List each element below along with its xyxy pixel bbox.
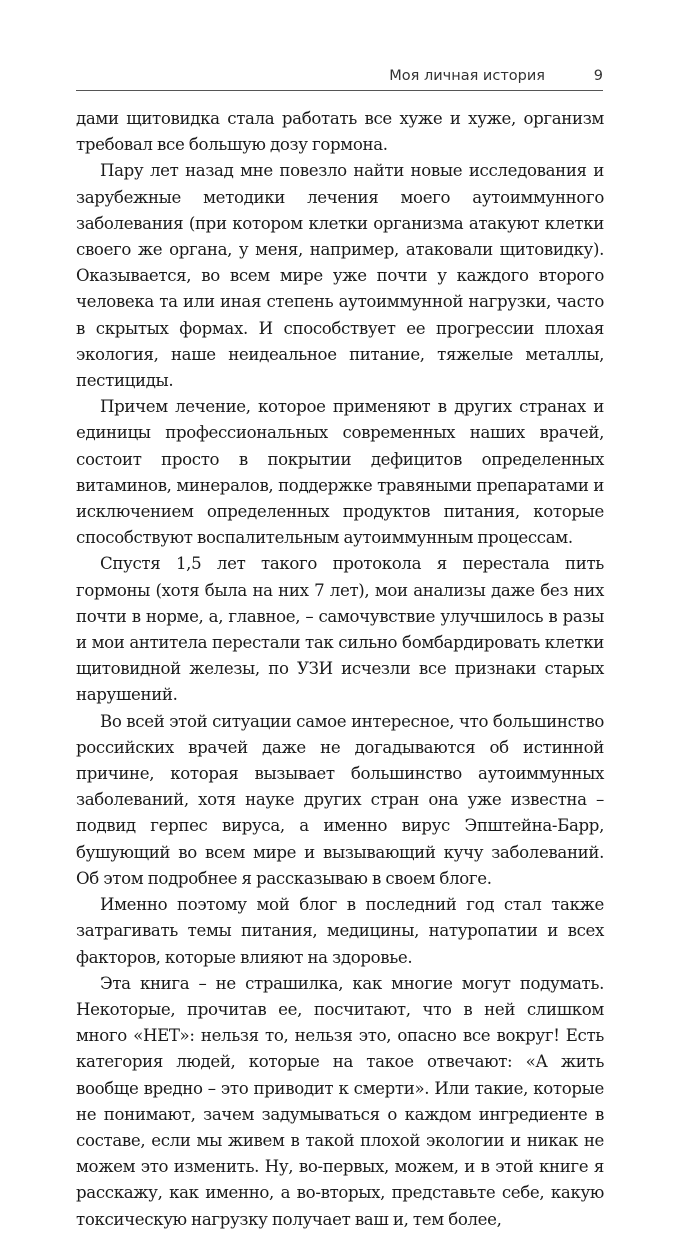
paragraph: Эта книга – не страшилка, как многие могут подумать. Некоторые, прочитав ее, посчитают, что в ней слишком много «НЕТ»: нельзя то, нельзя это, опасно все вокруг! Есть категория людей, которые на такое отвечают: «А жить вообще вредно – это приводит к смерти». Или такие, которые не понимают, зачем задумываться о каждом ингредиенте в составе, если мы живем в такой плохой экологии и никак не можем это изменить. Ну, во-первых, можем, и в этой книге я расскажу, как именно, а во-вторых, представьте себе, какую токсическую нагрузку получает ваш и, тем более,	[76, 973, 604, 1229]
paragraph: Спустя 1,5 лет такого протокола я перестала пить гормоны (хотя была на них 7 лет), мои анализы даже без них почти в норме, а, главное, – самочувствие улучшилось в разы и мои антитела перестали так сильно бомбардировать клетки щитовидной железы, по УЗИ исчезли все признаки старых нарушений.	[76, 554, 604, 705]
body-text	[76, 106, 604, 1233]
header-rule	[76, 90, 603, 91]
paragraph-continuation: дами щитовидка стала работать все хуже и хуже, организм требовал все большую дозу гормона.	[76, 109, 604, 155]
page-number: 9	[593, 68, 603, 84]
paragraph: Именно поэтому мой блог в последний год стал также затрагивать темы питания, медицины, натуропатии и всех факторов, которые влияют на здоровье.	[76, 895, 604, 967]
paragraph: Пару лет назад мне повезло найти новые исследования и зарубежные методики лечения моего аутоиммунного заболевания (при котором клетки организма атакуют клетки своего же органа, у меня, например, атаковали щитовидку). Оказывается, во всем мире уже почти у каждого второго человека та или иная степень аутоиммунной нагрузки, часто в скрытых формах. И способствует ее прогрессии плохая экология, наше неидеальное питание, тяжелые металлы, пестициды.	[76, 161, 604, 391]
page-header	[76, 66, 603, 92]
running-title: Моя личная история	[389, 68, 545, 84]
paragraph: Причем лечение, которое применяют в других странах и единицы профессиональных современных наших врачей, состоит просто в покрытии дефицитов определенных витаминов, минералов, поддержке травяными препаратами и исключением определенных продуктов питания, которые способствуют воспалительным аутоиммунным процессам.	[76, 397, 604, 548]
paragraph: Во всей этой ситуации самое интересное, что большинство российских врачей даже не догадываются об истинной причине, которая вызывает большинство аутоиммунных заболеваний, хотя науке других стран она уже известна – подвид герпес вируса, а именно вирус Эпштейна-Барр, бушующий во всем мире и вызывающий кучу заболеваний. Об этом подробнее я рассказываю в своем блоге.	[76, 711, 604, 888]
